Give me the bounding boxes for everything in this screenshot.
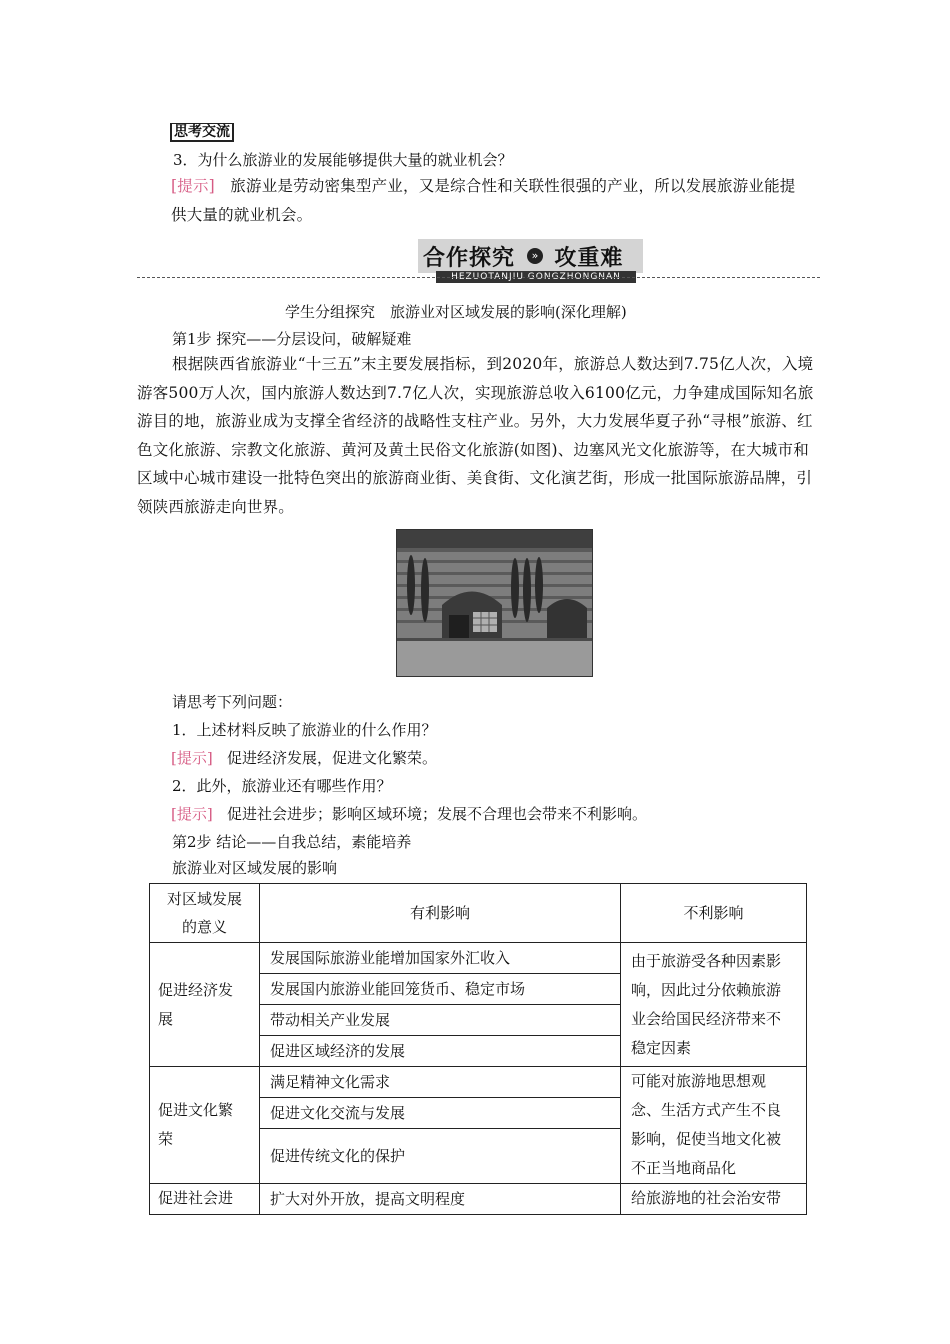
culture-positive-2: 促进文化交流与发展 [260,1098,621,1129]
banner-subtitle: HEZUOTANJIU GONGZHONGNAN [436,271,636,283]
answer-2-label: [提示] [171,805,213,823]
economic-label-line-2: 展 [158,1009,174,1028]
think-prompt: 请思考下列问题： [172,693,293,711]
economic-positive-3: 带动相关产业发展 [260,1005,621,1036]
economic-negative-line-2: 响，因此过分依赖旅游 [631,980,782,999]
economic-negative [621,943,807,1067]
answer-2 [171,804,647,824]
row-culture-label [150,1067,260,1184]
table-caption: 旅游业对区域发展的影响 [172,859,338,877]
economic-label-line-1: 促进经济发 [158,980,234,999]
think-exchange-tag: 思考交流 [170,123,234,142]
step2-heading: 第2步 结论——自我总结，素能培养 [172,833,412,851]
banner-title-left: 合作探究 [423,246,516,271]
step1-heading: 第1步 探究——分层设问，破解疑难 [172,330,412,348]
economic-positive-2: 发展国内旅游业能回笼货币、稳定市场 [260,974,621,1005]
header-negative: 不利影响 [621,884,807,943]
culture-negative-line-3: 影响，促使当地文化被 [631,1130,782,1148]
think-hint-paragraph [171,172,811,229]
banner-arrow-icon: » [527,248,543,264]
answer-1-label: [提示] [171,749,213,767]
header-positive: 有利影响 [260,884,621,943]
section-title: 学生分组探究 旅游业对区域发展的影响(深化理解) [285,303,627,321]
culture-negative-line-4: 不正当地商品化 [631,1159,737,1177]
material-paragraph: 根据陕西省旅游业“十三五”末主要发展指标，到2020年，旅游总人数达到7.75亿人次，入境游客500万人次，国内旅游人数达到7.7亿人次，实现旅游总收入6100亿元，力争建成国际知名旅游目的地，旅游业成为支撑全省经济的战略性支柱产业。另外，大力发展华夏子孙“寻根”旅游、红色文化旅游、宗教文化旅游、黄河及黄土民俗文化旅游(如图)、边塞风光文化旅游等，在大城市和区域中心城市建设一批特色突出的旅游商业街、美食街、文化演艺街，形成一批国际旅游品牌，引领陕西旅游走向世界。 [137,355,814,516]
table-header-row [150,884,807,943]
row-social-label: 促进社会进 [150,1184,260,1215]
table-row [150,1067,807,1098]
culture-negative-line-2: 念、生活方式产生不良 [631,1101,782,1119]
header-significance [150,884,260,943]
folk-culture-photo [396,529,593,677]
loess-cave-dwelling-image [397,530,592,676]
social-positive: 扩大对外开放，提高文明程度 [260,1184,621,1215]
table-row [150,1184,807,1215]
header-significance-line-2: 的意义 [181,918,227,936]
economic-negative-line-4: 稳定因素 [631,1038,692,1057]
answer-1 [171,748,437,768]
culture-negative-line-1: 可能对旅游地思想观 [631,1072,767,1090]
dashed-divider [137,277,820,278]
culture-positive-3: 促进传统文化的保护 [260,1129,621,1184]
table-row [150,943,807,974]
header-significance-line-1: 对区域发展 [166,890,242,908]
row-economic-label [150,943,260,1067]
economic-positive-1: 发展国际旅游业能增加国家外汇收入 [260,943,621,974]
impact-table [149,883,807,1215]
culture-negative [621,1067,807,1184]
culture-label-line-2: 荣 [158,1130,174,1148]
answer-2-text: 促进社会进步；影响区域环境；发展不合理也会带来不利影响。 [227,805,648,823]
hint-label: [提示] [171,177,215,195]
social-negative: 给旅游地的社会治安带 [621,1184,807,1215]
economic-negative-line-3: 业会给国民经济带来不 [631,1009,782,1028]
culture-label-line-1: 促进文化繁 [158,1101,234,1119]
answer-1-text: 促进经济发展，促进文化繁荣。 [227,749,438,767]
think-question: 3．为什么旅游业的发展能够提供大量的就业机会？ [173,151,513,169]
economic-positive-4: 促进区域经济的发展 [260,1036,621,1067]
question-1: 1．上述材料反映了旅游业的什么作用？ [172,721,437,739]
economic-negative-line-1: 由于旅游受各种因素影 [631,951,782,970]
banner-title-right: 攻重难 [554,246,624,271]
banner-title [423,241,623,272]
culture-positive-1: 满足精神文化需求 [260,1067,621,1098]
question-2: 2．此外，旅游业还有哪些作用？ [172,777,392,795]
hint-text: 旅游业是劳动密集型产业，又是综合性和关联性很强的产业，所以发展旅游业能提供大量的就业机会。 [171,177,796,224]
